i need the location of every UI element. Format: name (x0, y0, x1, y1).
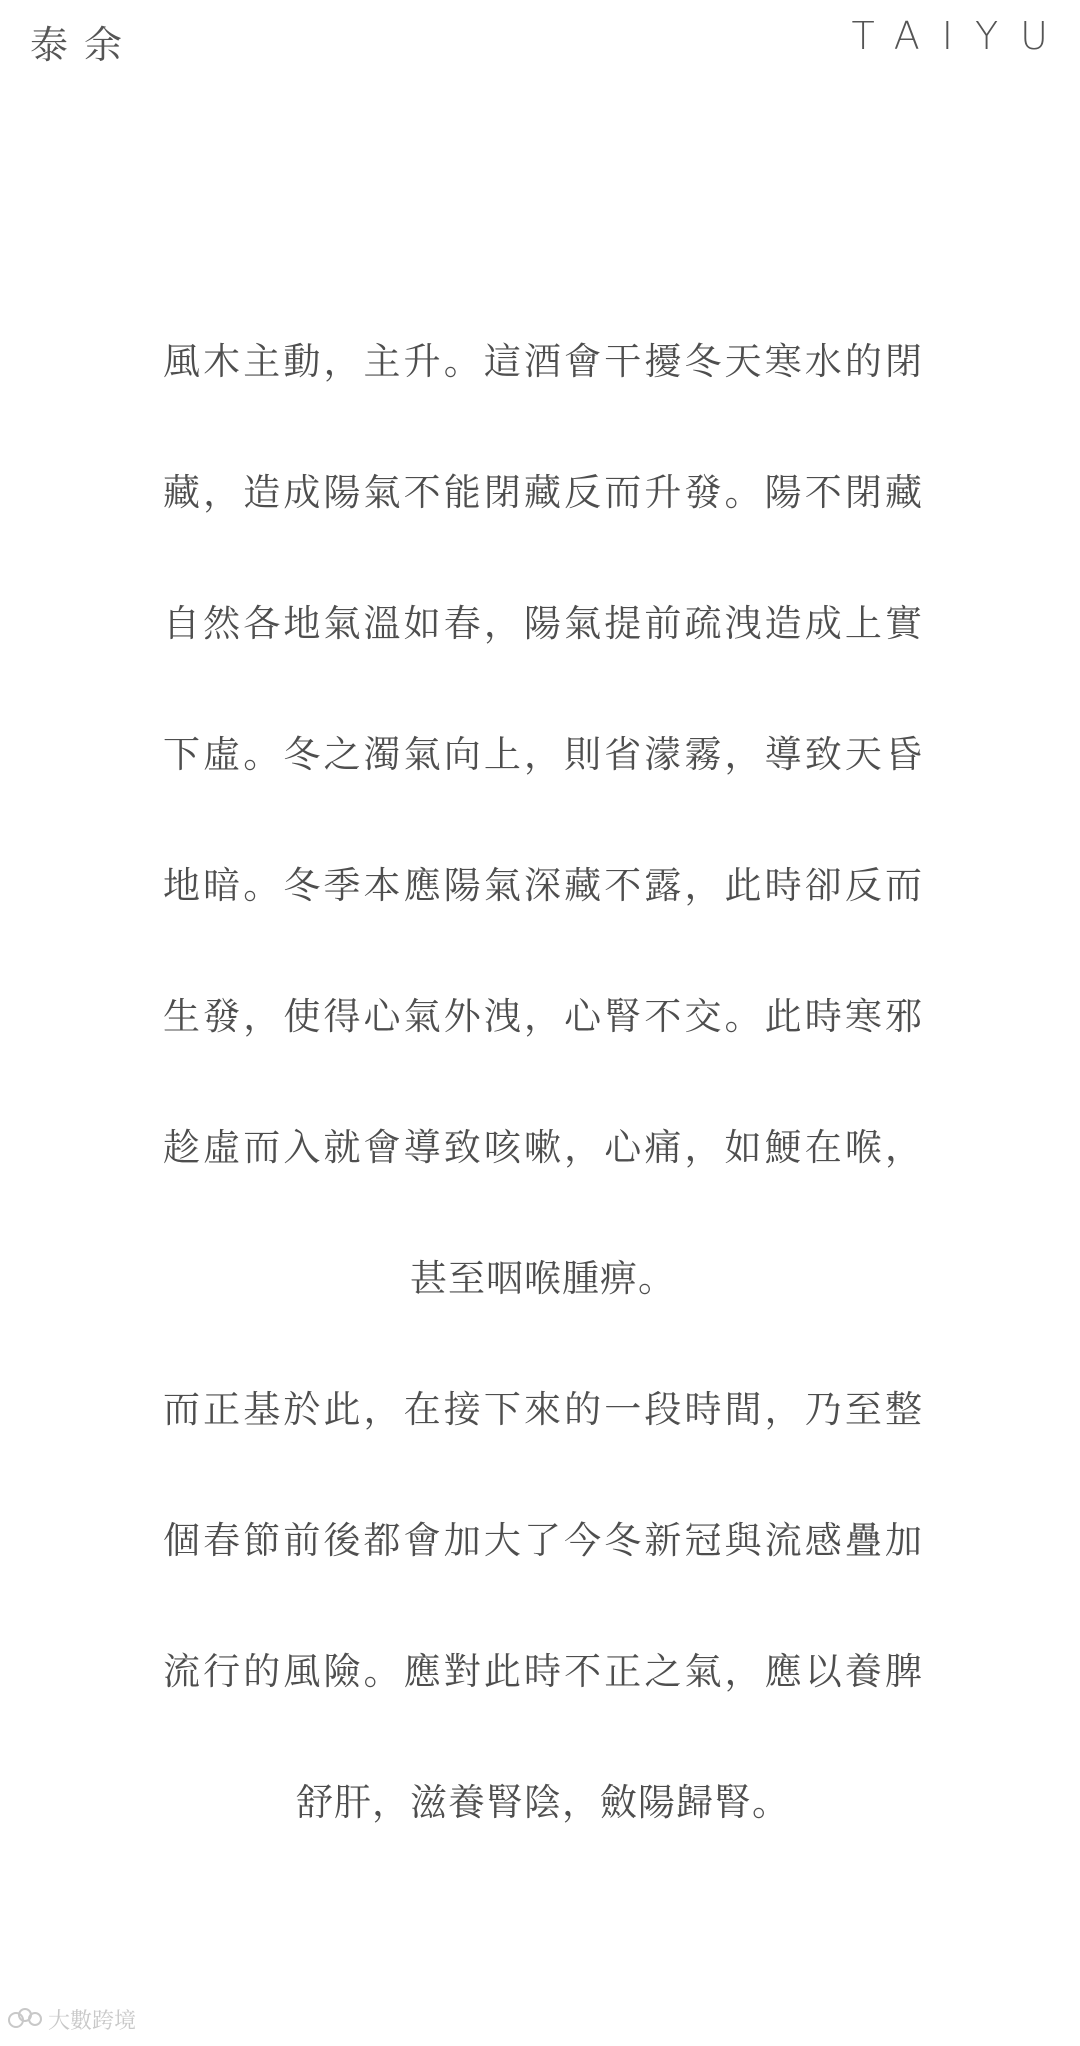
watermark (8, 2002, 136, 2036)
text-line: 而正基於此，在接下來的一段時間，乃至整 (163, 1388, 923, 1431)
text-line: 下虛。冬之濁氣向上，則省濛霧，導致天昏 (163, 733, 923, 776)
text-line: 地暗。冬季本應陽氣深藏不露，此時卻反而 (163, 864, 923, 907)
logo-rings-icon (8, 2006, 42, 2032)
text-line: 趁虛而入就會導致咳嗽，心痛，如鯁在喉， (163, 1126, 923, 1169)
article-body (163, 332, 923, 1904)
text-line: 自然各地氣溫如春，陽氣提前疏洩造成上實 (163, 602, 923, 645)
text-line: 舒肝，滋養腎陰，斂陽歸腎。 (296, 1781, 790, 1824)
text-line: 流行的風險。應對此時不正之氣，應以養脾 (163, 1650, 923, 1693)
header (0, 0, 1080, 80)
text-line: 生發，使得心氣外洩，心腎不交。此時寒邪 (163, 995, 923, 1038)
brand-name-english: TAIYU (851, 14, 1070, 58)
text-line: 藏，造成陽氣不能閉藏反而升發。陽不閉藏 (163, 471, 923, 514)
watermark-text: 大數跨境 (48, 2008, 137, 2034)
text-line: 甚至咽喉腫痹。 (410, 1257, 676, 1300)
text-line: 風木主動，主升。這酒會干擾冬天寒水的閉 (163, 340, 923, 383)
brand-name-chinese: 泰余 (30, 23, 139, 67)
text-line: 個春節前後都會加大了今冬新冠與流感疊加 (163, 1519, 923, 1562)
